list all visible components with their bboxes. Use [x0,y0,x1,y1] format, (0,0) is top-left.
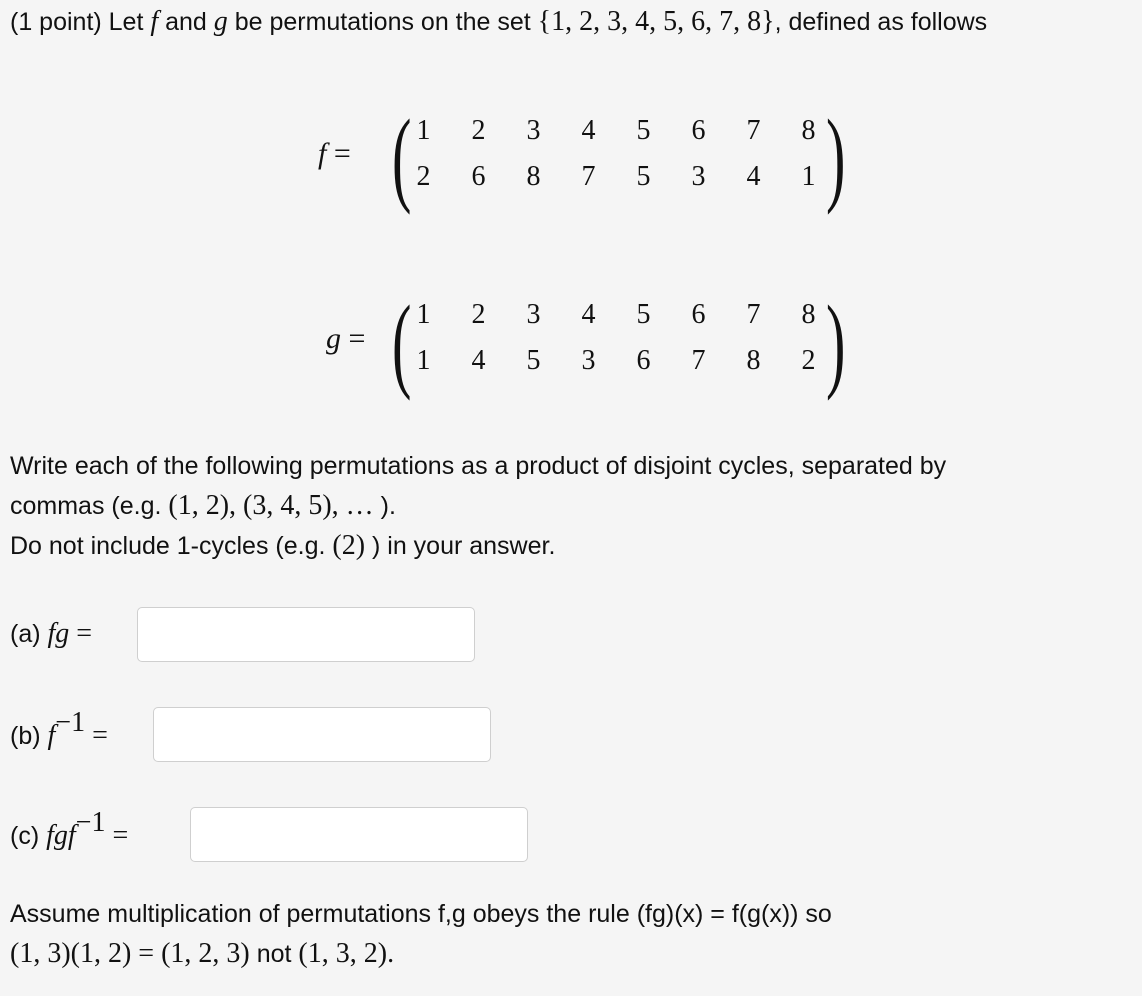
instructions-line3-prefix: Do not include 1-cycles (e.g. [10,532,333,560]
question-b-prefix: (b) [10,722,48,750]
g-bottom-cell: 3 [581,345,596,376]
f-symbol: f [318,137,327,170]
g-bottom-cell: 8 [746,345,761,376]
f-top-cell: 2 [471,115,486,146]
intro-prefix: (1 point) Let [10,8,151,36]
intro-var-f: f [150,6,159,37]
g-equals: = [348,322,366,355]
f-bottom-cell: 8 [526,161,541,192]
question-c-expr: fgf [46,820,76,851]
question-a-equals: = [69,618,93,649]
f-top-cell: 8 [801,115,816,146]
f-equals: = [333,137,351,170]
g-bottom-cell: 1 [416,345,431,376]
f-left-paren: ( [391,98,412,215]
g-right-paren: ) [825,284,846,401]
g-top-cell: 2 [471,299,486,330]
f-top-cell: 7 [746,115,761,146]
question-a-label [10,618,92,650]
f-right-paren: ) [825,98,846,215]
intro-set: {1, 2, 3, 4, 5, 6, 7, 8} [537,6,775,37]
g-bottom-cell: 6 [636,345,651,376]
instructions-line3 [10,530,555,562]
instructions-line2-prefix: commas (e.g. [10,492,169,520]
f-top-cell: 4 [581,115,596,146]
note-period: . [387,938,395,969]
g-bottom-cell: 2 [801,345,816,376]
g-bottom-cell: 5 [526,345,541,376]
g-symbol: g [326,322,341,355]
question-b-sup: −1 [55,706,86,738]
question-c-label [10,806,129,852]
note-counter-example: (1, 3, 2) [298,938,388,969]
question-c-prefix: (c) [10,822,47,850]
instructions-example-cycles: (1, 2), (3, 4, 5), … [168,490,381,521]
question-a-expr: fg [47,618,70,649]
g-top-cell: 6 [691,299,706,330]
g-top-cell: 5 [636,299,651,330]
f-matrix [396,108,836,200]
answer-a-input[interactable] [137,607,475,662]
question-b-expr: f [47,720,56,751]
g-top-cell: 4 [581,299,596,330]
f-bottom-cell: 6 [471,161,486,192]
question-a-prefix: (a) [10,620,48,648]
question-c-equals: = [105,820,129,851]
intro-and: and [158,8,214,36]
intro-middle: be permutations on the set [227,8,538,36]
answer-c-input[interactable] [190,807,528,862]
instructions-example-1cycle: (2) [332,530,366,561]
f-bottom-cell: 3 [691,161,706,192]
g-left-paren: ( [391,284,412,401]
note-example-product: (1, 3)(1, 2) = (1, 2, 3) [10,938,250,969]
g-top-cell: 8 [801,299,816,330]
f-bottom-cell: 7 [581,161,596,192]
intro-suffix: , defined as follows [774,8,988,36]
note-line1: Assume multiplication of permutations f,g obeys the rule (fg)(x) = f(g(x)) so [10,900,832,928]
g-bottom-cell: 4 [471,345,486,376]
f-bottom-cell: 2 [416,161,431,192]
f-bottom-cell: 1 [801,161,816,192]
question-b-equals: = [85,720,108,751]
g-top-cell: 7 [746,299,761,330]
f-top-cell: 6 [691,115,706,146]
g-top-cell: 3 [526,299,541,330]
g-top-cell: 1 [416,299,431,330]
note-line2 [10,938,394,970]
f-top-cell: 1 [416,115,431,146]
answer-b-input[interactable] [153,707,491,762]
f-lhs [318,137,351,171]
g-lhs [326,322,365,356]
g-bottom-cell: 7 [691,345,706,376]
f-top-cell: 5 [636,115,651,146]
instructions-line3-suffix: ) in your answer. [365,532,556,560]
note-not: not [249,940,299,968]
f-top-cell: 3 [526,115,541,146]
question-b-label [10,706,108,752]
g-matrix [396,292,836,384]
f-bottom-cell: 4 [746,161,761,192]
intro-var-g: g [213,6,228,37]
instructions-line2-suffix: ). [380,492,396,520]
instructions-line1: Write each of the following permutations as a product of disjoint cycles, separated by [10,452,947,480]
problem-intro [10,6,987,38]
instructions-line2 [10,490,396,522]
f-bottom-cell: 5 [636,161,651,192]
question-c-sup: −1 [75,806,106,838]
